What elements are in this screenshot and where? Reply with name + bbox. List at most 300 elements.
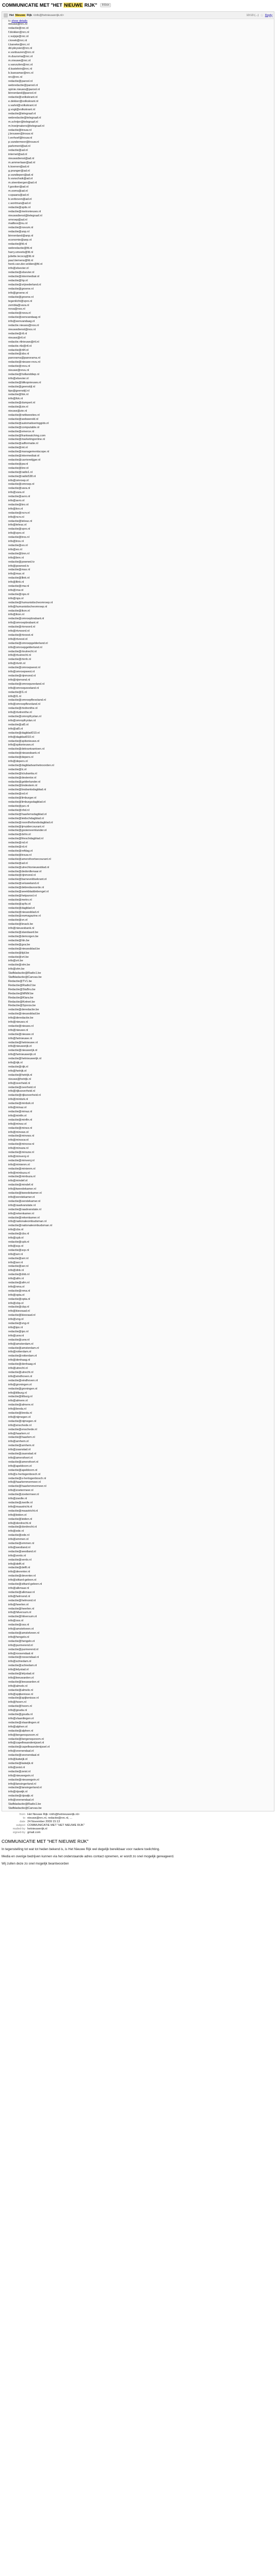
recipient-address: redactie@spijkenisse.nl	[8, 1697, 39, 1700]
recipient-address: omroep@ad.nl	[8, 218, 27, 222]
subject-bar	[0, 0, 276, 10]
recipient-address: redactie@rd.nl	[8, 845, 27, 849]
recipient-address: redactie@rnw.nl	[8, 585, 29, 588]
recipient-address: Stafbladactie@Canvas.be	[8, 1806, 42, 1810]
recipient-address: nieuwsdienst@ad.nl	[8, 157, 35, 160]
recipient-address: redactie@hetparool.nl	[8, 894, 37, 897]
recipient-address: redactie@amsterdam.nl	[8, 1346, 39, 1350]
recipient-address: redactie@ad.nl	[8, 149, 28, 152]
recipient-address: redactie@debredavoorde.nl	[8, 886, 44, 890]
recipient-address: s.varlet@volkskrant.nl	[8, 104, 37, 108]
recipient-address: redactie.rtlnieuws@rtl.nl	[8, 340, 39, 344]
recipient-address: redactie@nps.nl	[8, 592, 29, 596]
recipient-address: paul.tiemens@fd.nl	[8, 259, 33, 262]
recipient-address: v.spaans@ad.nl	[8, 194, 29, 197]
recipient-address: info@bnn.nl	[8, 556, 24, 560]
recipient-list	[2, 23, 274, 1811]
recipient-address: info@teleac.nl	[8, 523, 27, 527]
recipient-address: henk.van.der.velden@fd.nl	[8, 263, 43, 266]
star-icon[interactable]: ☆	[260, 13, 264, 18]
recipient-address: Stafbladactie@Radio1.be	[8, 972, 41, 975]
recipient-address: redactie@depers.nl	[8, 756, 34, 759]
recipient-address: info@rijk.nl	[8, 1061, 23, 1065]
recipient-address: info@nieuwe.nl	[8, 1028, 28, 1032]
recipient-address: info@powned.tv	[8, 564, 29, 568]
recipient-address: redactie@sittard-geleen.nl	[8, 1583, 42, 1586]
recipient-address: m.duursma@nrc.nl	[8, 55, 33, 59]
recipient-address: redactie@nijmegen.nl	[8, 1419, 37, 1423]
recipient-address: redactie@computable.nl	[8, 426, 40, 429]
recipient-address: redactie@lc.nl	[8, 768, 27, 771]
recipient-address: info@bergenopzoom.nl	[8, 1733, 38, 1737]
recipient-address: info@cbp.nl	[8, 1301, 24, 1305]
recipient-address: info@nieuwsbank.nl	[8, 927, 35, 930]
detail-to: to nieuws@nrc.nl, redactie@nrc.nl, ...	[23, 1816, 72, 1820]
recipient-address: b.kaesamar@nrc.nl	[8, 71, 34, 75]
recipient-address: info@minbuza.nl	[8, 1171, 30, 1175]
recipient-address: redactie@l1.nl	[8, 690, 27, 694]
recipient-address: info@ncrv.nl	[8, 515, 24, 519]
recipient-address: redactie@kiesraad.nl	[8, 1314, 36, 1317]
recipient-address: redactie@pzc.nl	[8, 805, 29, 808]
recipient-address: g.pranger@ad.nl	[8, 169, 30, 173]
recipient-address: info@minvenj.nl	[8, 1155, 29, 1158]
recipient-address: redactie@dordrecht.nl	[8, 1526, 37, 1529]
recipient-address: info@tros.nl	[8, 540, 24, 544]
recipient-address: redactie@rekenkamer.nl	[8, 1216, 40, 1219]
recipient-address: info@elsevier.nl	[8, 377, 29, 380]
recipient-address: redactie@ad.nl	[8, 861, 28, 865]
recipient-address: info@hetnieuwerijk.nl	[8, 1053, 36, 1057]
recipient-address: redactie@roosendaal.nl	[8, 1656, 39, 1659]
recipient-address: info@sittard-geleen.nl	[8, 1579, 37, 1582]
recipient-address: info@gouda.nl	[8, 1709, 27, 1713]
recipient-address: info@almelo.nl	[8, 1684, 28, 1688]
subject-prefix: COMMUNICATIE MET "HET	[2, 3, 64, 8]
detail-mailed-by: mailed-by hetnieuwerijk.nl	[12, 1827, 47, 1831]
recipient-address: info@elsevier.nl	[8, 267, 29, 270]
recipient-address: p.vandermeer@trouw.nl	[8, 141, 39, 144]
recipient-address: redactie@vpro.nl	[8, 528, 30, 531]
recipient-address: redactie@max.nl	[8, 568, 30, 572]
recipient-address: info@arnhem.nl	[8, 1440, 29, 1444]
recipient-address: redactie@vlaardingen.nl	[8, 1721, 40, 1724]
inbox-label[interactable]: Inbox	[100, 3, 111, 7]
recipient-address: info@groningen.nl	[8, 1383, 32, 1386]
recipient-address: redactie@ede.nl	[8, 1534, 29, 1537]
header-actions	[246, 13, 272, 18]
recipient-address: info@nijmegen.nl	[8, 1415, 31, 1419]
recipient-address: redactie@overheid.nl	[8, 1086, 36, 1089]
recipient-address: info@rijksoverheid.nl	[8, 1090, 36, 1093]
recipient-address: nieuwsdienst@nos.nl	[8, 328, 36, 331]
recipient-address: info@s-hertogenbosch.nl	[8, 1472, 41, 1476]
recipient-address: redactie@rtvdrenthe.nl	[8, 707, 38, 710]
recipient-address: redactie@teleac.nl	[8, 519, 33, 523]
recipient-address: info@max.nl	[8, 572, 25, 576]
recipient-address: redactie@hln.be	[8, 939, 29, 942]
recipient-address: info@schiedam.nl	[8, 1660, 31, 1664]
recipient-address: redactie@destentor.nl	[8, 776, 37, 779]
recipient-address: redactie@vng.nl	[8, 1322, 29, 1326]
recipient-address: redactie@tijd.be	[8, 951, 29, 955]
recipient-address: info@haarlemmermeer.nl	[8, 1481, 41, 1484]
recipient-address: redactie@hoorn.nl	[8, 1705, 32, 1708]
recipient-address: redactie@leeuwarden.nl	[8, 1680, 40, 1684]
recipient-address: redactie@zeist.nl	[8, 1770, 30, 1773]
recipient-address: info@utrecht.nl	[8, 1367, 28, 1370]
recipient-address: redactie@gva.be	[8, 943, 30, 946]
recipient-address: redactie@deredactie.be	[8, 1008, 39, 1012]
recipient-address: info@veenendaal.nl	[8, 1799, 34, 1802]
recipient-address: redactie.nieuws@nos.nl	[8, 324, 39, 328]
recipient-address: info@minbzk.nl	[8, 1098, 28, 1101]
recipient-address: c.vuijsje@nrc.nl	[8, 35, 29, 38]
recipient-address: info@tilburg.nl	[8, 1391, 27, 1395]
recipient-address: info@haarlem.nl	[8, 1432, 29, 1435]
recipient-address: info@roosendaal.nl	[8, 1652, 34, 1655]
recipient-address: info@cbs.nl	[8, 1228, 24, 1232]
recipient-address: info@amsterdam.nl	[8, 1342, 34, 1346]
recipient-address: redactie@minvenj.nl	[8, 1159, 35, 1162]
recipient-address: redactie@parool.nl	[8, 79, 33, 83]
recipient-address: redactie@wrr.nl	[8, 1257, 28, 1260]
recipient-address: redactie@haarlemmermeer.nl	[8, 1485, 46, 1488]
message-date: 13:13 (...)	[246, 13, 259, 17]
recipient-address: redactie@venlo.nl	[8, 1558, 31, 1562]
recipient-address: info@overheid.nl	[8, 1081, 30, 1085]
recipient-address: info@mindef.nl	[8, 1179, 28, 1183]
recipient-address: redactie@netkwesties.nl	[8, 414, 40, 417]
recipient-address: redactie@minez.nl	[8, 1126, 33, 1130]
recipient-address: redactie@omroepzeeland.nl	[8, 682, 45, 686]
recipient-address: info@venlo.nl	[8, 1554, 26, 1557]
recipient-address: d.kastelein@nrc.nl	[8, 67, 33, 71]
recipient-address: redactie@raadvanstate.nl	[8, 1208, 41, 1211]
recipient-address: r.kreek@nrc.nl	[8, 39, 27, 42]
recipient-address: redactie@amersfoortsecourant.nl	[8, 857, 51, 861]
recipient-address: redactie@cpb.nl	[8, 1240, 29, 1244]
recipient-address: redactie@arnhem.nl	[8, 1444, 35, 1448]
recipient-address: info@vpro.nl	[8, 532, 25, 535]
recipient-address: redactie@carrieretijger.nl	[8, 458, 41, 462]
recipient-address: info@humanistischeomroep.nl	[8, 605, 47, 608]
recipient-address: redactie@emerce.nl	[8, 430, 35, 433]
recipient-address: info@depers.nl	[8, 760, 28, 764]
recipient-address: redactie@minienm.nl	[8, 1167, 36, 1171]
recipient-address: redactie@zoetermeer.nl	[8, 1493, 39, 1497]
recipient-address: j.brouwer@trouw.nl	[8, 132, 33, 136]
recipient-address: info@leeuwarden.nl	[8, 1676, 34, 1680]
recipient-address: Stafbladactie@Canvas.be	[8, 976, 42, 979]
message-header[interactable]	[2, 12, 274, 19]
recipient-address: info@kro.nl	[8, 507, 23, 511]
recipient-address: redactie@tros.nl	[8, 536, 29, 539]
recipient-address: redactie@adformatie.nl	[8, 442, 38, 446]
recipient-address: info@lelystad.nl	[8, 1668, 29, 1672]
recipient-address: redactie@katwijk.nl	[8, 1761, 34, 1765]
recipient-address: info@rekenkamer.nl	[8, 1212, 34, 1215]
recipient-address: b.vanschaik@ad.nl	[8, 177, 33, 181]
recipient-address: nieuwe@revu.nl	[8, 369, 29, 372]
recipient-address: redactie@anp.nl	[8, 230, 29, 234]
recipient-address: redactie@almere.nl	[8, 1403, 34, 1407]
recipient-address: redactie@leiden.nl	[8, 1517, 33, 1521]
recipient-address: redactie@elsevier.nl	[8, 271, 35, 275]
recipient-address: info@ser.nl	[8, 1261, 23, 1264]
recipient-address: redactie@nd.nl	[8, 841, 28, 845]
recipient-address: redactie@nieuws.nl	[8, 1024, 34, 1028]
to-line: to show details	[8, 20, 28, 23]
recipient-address: info@groene.nl	[8, 291, 28, 295]
recipient-address: redactie@vn.nl	[8, 919, 28, 922]
recipient-address: redactie@rotterdam.nl	[8, 1354, 37, 1358]
recipient-address: info@amersfoort.nl	[8, 1456, 33, 1460]
recipient-address: redactie@webwereld.nl	[8, 417, 39, 421]
recipient-address: redactie@spitsnieuws.nl	[8, 739, 40, 743]
recipient-address: redactie@apeldoorn.nl	[8, 1468, 38, 1472]
recipient-address: redactie@radio538.nl	[8, 474, 36, 478]
recipient-address: redactie@delft.nl	[8, 1566, 30, 1570]
recipient-address: mailbox@nu.nl	[8, 222, 28, 226]
recipient-address: redactie@opta.nl	[8, 1297, 30, 1301]
recipient-address: redactie@tctubantia.nl	[8, 772, 37, 775]
recipient-address: redactie@haarlem.nl	[8, 1436, 35, 1439]
recipient-address: info@wrr.nl	[8, 1252, 23, 1256]
recipient-address: info@hetnieuwe.nl	[8, 1037, 33, 1040]
recipient-address: redactie@capelleaandenijssel.nl	[8, 1745, 50, 1749]
recipient-address: info@alphen.nl	[8, 1725, 28, 1728]
recipient-address: redactie@almelo.nl	[8, 1688, 33, 1692]
recipient-address: info@enschede.nl	[8, 1423, 31, 1427]
recipient-address: info@cpb.nl	[8, 1236, 24, 1240]
recipient-address: redactie@oss.nl	[8, 1623, 29, 1627]
detail-subject: subject COMMUNICATIE MET "HET NIEUWE RIJK"	[16, 1823, 85, 1827]
show-details-link[interactable]: show details	[11, 20, 28, 23]
recipient-address: redactie@volkskrant.nl	[8, 96, 38, 99]
recipient-address: redactie@fok.nl	[8, 393, 28, 397]
recipient-address: info@rtvnoord.nl	[8, 630, 30, 633]
recipient-address: redactie@groene.nl	[8, 295, 34, 299]
recipient-address: binnenland@parool.nl	[8, 92, 37, 95]
recipient-address: info@zaanstad.nl	[8, 1448, 31, 1452]
recipient-address: info@eenvandaag.nl	[8, 320, 35, 324]
recipient-address: redactie@westland.nl	[8, 1550, 36, 1553]
recipient-address: redactie@lelystad.nl	[8, 1672, 35, 1676]
recipient-address: m.hoeijmakers@telegraaf.nl	[8, 124, 44, 128]
recipient-address: info@vara.nl	[8, 491, 25, 495]
recipient-address: redactie@purmerend.nl	[8, 1648, 39, 1651]
recipient-address: redactie@cbp.nl	[8, 1306, 29, 1309]
recipient-address: info@oss.nl	[8, 1619, 24, 1623]
recipient-address: redactie@metro.nl	[8, 898, 32, 902]
recipient-address: info@vng.nl	[8, 1318, 24, 1321]
recipient-address: info@omroepzeeland.nl	[8, 686, 39, 690]
recipient-address: redactie@rijksoverheid.nl	[8, 1094, 41, 1097]
recipient-address: redactie@bndestem.nl	[8, 784, 38, 788]
recipient-address: info@rtvnh.nl	[8, 662, 26, 666]
recipient-address: parlement@ad.nl	[8, 145, 30, 148]
recipient-address: redactie@minocw.nl	[8, 1143, 35, 1146]
recipient-address: redactie@omroep.nl	[8, 483, 35, 486]
recipient-address: redactie@amersfoort.nl	[8, 1460, 39, 1464]
recipient-address: info@leiden.nl	[8, 1513, 27, 1517]
recipient-address: info@minvws.nl	[8, 1130, 29, 1134]
recipient-address: zembla@vara.nl	[8, 303, 29, 307]
recipient-address: info@deredactie.be	[8, 1016, 34, 1020]
recipient-address: redactie@zwolle.nl	[8, 1501, 33, 1504]
recipient-address: redactie@limburgsdagblad.nl	[8, 801, 46, 804]
recipient-address: Redactie@StuBru.be	[8, 988, 36, 991]
recipient-address: redactie@dagblad.nl	[8, 906, 35, 910]
recipient-address: redactie@nieuwsblad.be	[8, 947, 40, 951]
recipient-address: redactie@uvw.nl	[8, 1338, 30, 1342]
recipient-address: redactie@llink.nl	[8, 577, 30, 580]
recipient-address: internet@ad.nl	[8, 153, 27, 156]
recipient-address: info@ede.nl	[8, 1530, 24, 1533]
recipient-address: redactie@groningen.nl	[8, 1387, 38, 1391]
recipient-address: info@minszw.nl	[8, 1147, 28, 1150]
recipient-address: info@nma.nl	[8, 1285, 25, 1289]
recipient-address: nieuwsdienst@telegraaf.nl	[8, 214, 42, 217]
recipient-address: redactie@hilversum.nl	[8, 1615, 37, 1619]
recipient-address: redactie@novum.nl	[8, 226, 34, 230]
recipient-address: redactie@tweedekamer.nl	[8, 1192, 42, 1195]
recipient-address: redactie@nieuwe.nl	[8, 1032, 34, 1036]
recipient-address: info@zwolle.nl	[8, 1497, 27, 1501]
recipient-address: redactie@humanistischeomroep.nl	[8, 601, 53, 604]
recipient-address: redactie@pw.nl	[8, 462, 28, 466]
recipient-address: info@avro.nl	[8, 499, 25, 503]
recipient-address: Redactie@Radio2.be	[8, 984, 36, 987]
recipient-address: info@opta.nl	[8, 1293, 25, 1297]
recipient-address: redactie@nationaleombudsman.nl	[8, 1224, 52, 1228]
recipient-address: redactie@eo.nl	[8, 544, 28, 547]
recipient-address: redactie@hengelo.nl	[8, 1639, 35, 1643]
recipient-address: info@denhaag.nl	[8, 1359, 30, 1362]
recipient-address: m.steenbergen@ad.nl	[8, 181, 37, 185]
recipient-address: redactie@ed.nl	[8, 792, 28, 796]
body-paragraph-3: Wij zullen deze zo snel mogelijk beantwoorden	[2, 1861, 69, 1866]
recipient-address: redactie@bnr.nl	[8, 466, 29, 470]
detail-from: from Het Nieuwe Rijk <info@hetnieuwerijk.nl>	[19, 1812, 80, 1816]
recipient-address: info@ipo.nl	[8, 1326, 23, 1329]
avatar	[4, 13, 8, 18]
recipient-address: nieuws@hetrijk.nl	[8, 1077, 31, 1081]
detail-date: date 24 November 2009 15:13	[20, 1820, 60, 1823]
sender-name[interactable]: Het Nieuwe Rijk	[9, 13, 32, 17]
recipient-address: redactie@s-hertogenbosch.nl	[8, 1477, 46, 1480]
recipient-address: redactie@weekbladdebengel.nl	[8, 890, 49, 894]
recipient-address: webredactie@parool.nl	[8, 83, 38, 87]
recipient-address: info@katwijk.nl	[8, 1758, 28, 1761]
recipient-address: Redactie@Sporza.be	[8, 1004, 36, 1008]
recipient-address: redactie@haarlemsdagblad.nl	[8, 812, 47, 816]
detail-signed-by: signed-by gmail.com	[12, 1831, 41, 1834]
recipient-address: redactie@minfin.nl	[8, 1118, 33, 1122]
recipient-address: opinie.nieuws@parool.nl	[8, 88, 40, 91]
recipient-address: m.ooms@ad.nl	[8, 190, 28, 193]
sender-address: <info@hetnieuwerijk.nl>	[33, 13, 64, 17]
recipient-address: redactie@nieuwsblad.nl	[8, 910, 39, 914]
recipient-address: redactie@vara.nl	[8, 487, 30, 490]
recipient-address: info@spijkenisse.nl	[8, 1692, 33, 1696]
recipient-address: redactie@afm.nl	[8, 1281, 29, 1285]
recipient-address: info@ikon.nl	[8, 613, 24, 617]
recipient-address: redactie@dagblad010.nl	[8, 731, 40, 735]
recipient-address: info@delft.nl	[8, 1562, 25, 1566]
message-details	[2, 1813, 274, 1835]
recipient-address: redactie@intermediair.nl	[8, 454, 40, 458]
recipient-address: info@l1.nl	[8, 694, 21, 698]
recipient-address: redactie@emmen.nl	[8, 1542, 35, 1546]
recipient-address: redactie@at5.nl	[8, 723, 29, 726]
recipient-address: redactie@noordhollandsdagblad.nl	[8, 821, 53, 824]
recipient-address: redactie@eerstekamer.nl	[8, 1199, 41, 1203]
recipient-address: redactie@gelderlander.nl	[8, 780, 41, 784]
recipient-address: info@at5.nl	[8, 727, 23, 731]
recipient-address: redactie@tilburg.nl	[8, 1395, 33, 1399]
recipient-address: redactie@eindhoven.nl	[8, 1379, 38, 1382]
recipient-address: info@minienm.nl	[8, 1163, 30, 1166]
recipient-address: redactie@revu.nl	[8, 365, 30, 368]
recipient-address: redactie@nieuwe-revu.nl	[8, 361, 40, 364]
recipient-address: nieuws@nrc.nl	[8, 23, 27, 26]
recipient-address: redactie@trouw.nl	[8, 853, 31, 857]
recipient-address: info@westland.nl	[8, 1546, 30, 1549]
recipient-address: info@hengelo.nl	[8, 1635, 29, 1639]
recipient-address: juliette.lecocq@fd.nl	[8, 255, 35, 258]
recipient-address: b.verboven@ad.nl	[8, 197, 32, 201]
recipient-address: info@rnw.nl	[8, 588, 24, 592]
recipient-address: info@raadvanstate.nl	[8, 1204, 36, 1207]
recipient-address: redactie@helmond.nl	[8, 1599, 36, 1602]
recipient-address: info@alkmaar.nl	[8, 1587, 29, 1590]
recipient-address: redactie@hetnieuwerijk.nl	[8, 1057, 42, 1061]
recipient-address: redactie@rtvutrecht.nl	[8, 650, 37, 653]
recipient-address: info@nationaleombudsman.nl	[8, 1220, 47, 1224]
reply-link[interactable]: Reply	[265, 13, 272, 17]
recipient-address: redactie@minszw.nl	[8, 1151, 34, 1155]
recipient-address: c.wortman@ad.nl	[8, 201, 31, 205]
recipient-address: redactie@dumpert.nl	[8, 401, 36, 405]
recipient-address: redactie@zaanstad.nl	[8, 1452, 37, 1456]
recipient-address: redactie@rtvoost.nl	[8, 633, 34, 637]
recipient-address: redactie@nieuwsbank.nl	[8, 752, 40, 755]
recipient-address: redactie@groene.nl	[8, 287, 34, 291]
recipient-address: harry.smeets@fd.nl	[8, 250, 34, 254]
recipient-address: Stafbladactie@Radio1.be	[8, 1803, 41, 1806]
recipient-address: redactie@omroepgelderland.nl	[8, 641, 48, 645]
recipient-address: redactie@zie.nl	[8, 405, 28, 409]
recipient-address: redactie@omropfryslan.nl	[8, 715, 41, 719]
recipient-address: info@nieuwegein.nl	[8, 1774, 34, 1777]
recipient-address: redactie@ijmuidercourant.nl	[8, 825, 44, 828]
recipient-address: info@hilversum.nl	[8, 1611, 31, 1615]
recipient-address: redactie@nrc.nl	[8, 26, 29, 30]
recipient-address: info@eerstekamer.nl	[8, 1196, 35, 1199]
recipient-address: redactie@ipo.nl	[8, 1330, 28, 1333]
recipient-address: redactie@rijnmond.nl	[8, 674, 36, 677]
recipient-address: economie@anp.nl	[8, 239, 32, 242]
recipient-address: info@omropfryslan.nl	[8, 719, 36, 722]
recipient-address: info@rtvoost.nl	[8, 637, 28, 641]
recipient-address: info@veenendaal.nl	[8, 1750, 34, 1753]
recipient-address: info@afm.nl	[8, 1277, 24, 1281]
recipient-address: redactie@telegraaf.nl	[8, 112, 36, 115]
recipient-address: redactie@vtm.be	[8, 963, 30, 967]
recipient-address: info@helmond.nl	[8, 1595, 30, 1598]
